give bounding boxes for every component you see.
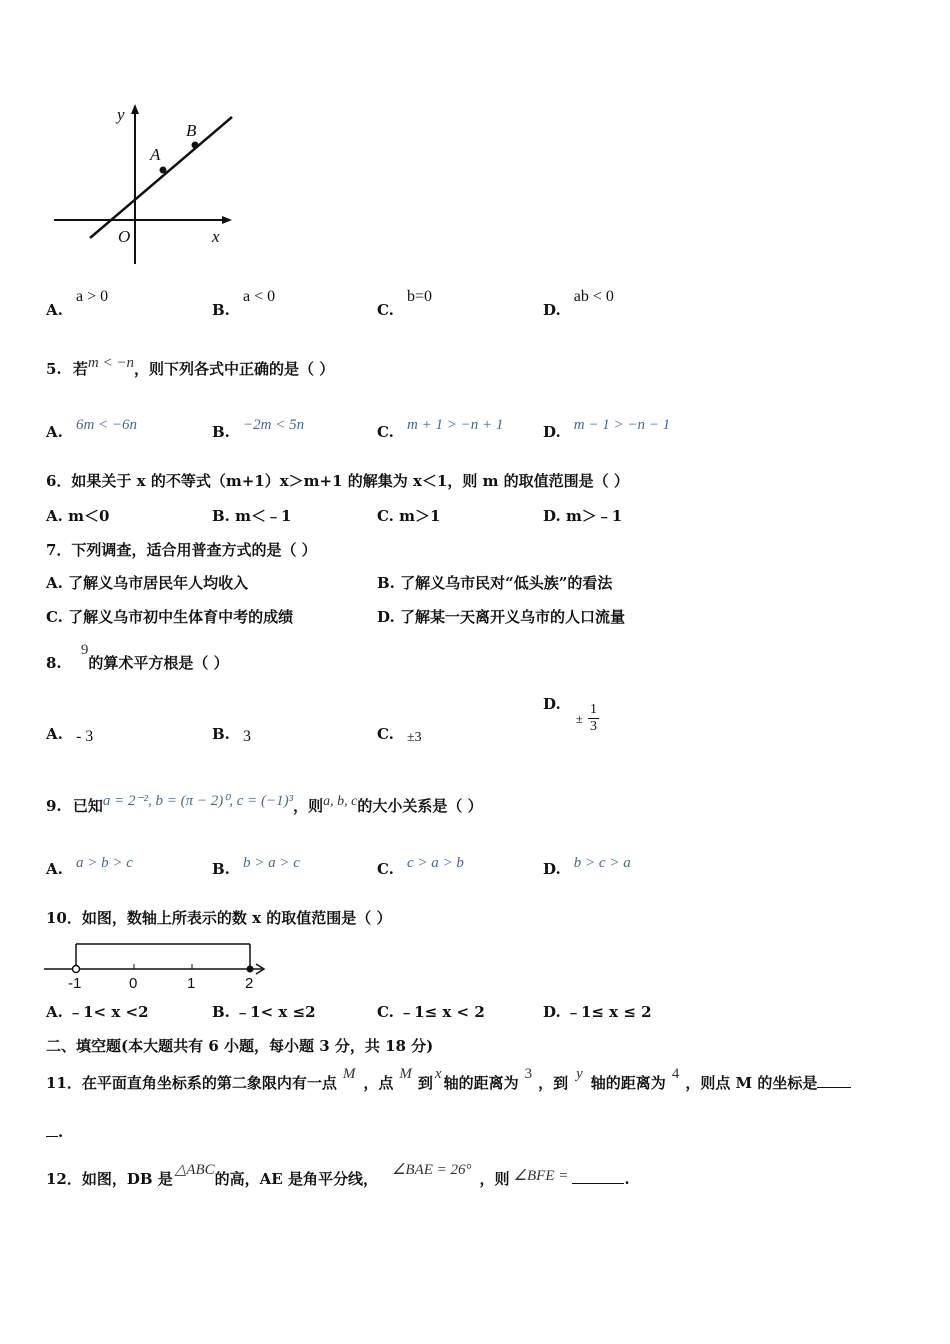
q8-option-a[interactable] [46,724,93,744]
q7-a-value: 了解义乌市居民年人均收入 [68,574,249,592]
q9-mid: ，则 [293,797,324,815]
q5-condition: m < −n [87,355,134,371]
q12-answer-blank[interactable] [572,1169,624,1184]
q7-c-value: 了解义乌市初中生体育中考的成绩 [68,608,294,626]
q9-d-letter: D. [543,860,561,878]
q9-option-b[interactable] [212,852,300,878]
a-label: A [150,145,161,164]
q11-m1: M [342,1066,356,1082]
q6-a-value: m＜0 [68,507,110,525]
q9-post: 的大小关系是（ ） [357,797,483,815]
section-2-title: 二、填空题(本大题共有 6 小题，每小题 3 分，共 18 分) [46,1037,434,1055]
q6-b-value: m＜﹣1 [235,507,292,525]
q8-c-value: ±3 [407,730,422,745]
q11-x: x [434,1066,442,1082]
q7-stem: 7．下列调查，适合用普查方式的是（ ） [46,541,317,559]
q6-d-letter: D. [543,507,561,525]
q6-option-b[interactable] [212,505,291,526]
q6-d-value: m＞﹣1 [565,507,623,525]
q4-b-value: a < 0 [243,288,276,305]
point-a [160,167,167,174]
q8-c-letter: C. [377,725,394,743]
q8-d-numerator: 1 [590,702,598,717]
q5-option-b[interactable] [212,414,305,441]
q11-p7: ，则点 M 的坐标是 [685,1074,818,1092]
q7-a-letter: A. [46,574,63,592]
q8-number: 8. [46,654,62,672]
q5-pre: 若 [72,360,88,378]
q12-angle2: ∠BFE = [513,1168,569,1184]
number-line-figure [42,938,272,992]
tick-label-neg1: -1 [68,975,82,992]
q5-c-letter: C. [377,423,394,441]
q8-d-fraction [576,702,599,735]
tick-label-0: 0 [129,975,138,992]
q6-stem: 6．如果关于 x 的不等式（m+1）x＞m+1 的解集为 x＜1，则 m 的取值范围是（ ） [46,472,629,490]
q5-d-letter: D. [543,423,561,441]
q4-b-letter: B. [212,301,230,319]
q4-option-a[interactable] [46,286,109,319]
q5-option-a[interactable] [46,414,138,441]
q10-a-letter: A. [46,1003,63,1021]
q8-d-letter: D. [543,695,561,713]
q5-b-value: −2m < 5n [243,417,305,433]
q7-b-letter: B. [377,574,395,592]
q7-b-value: 了解义乌市民对“低头族”的看法 [400,574,613,592]
q10-c-value: ﹣1≤ x < 2 [399,1003,485,1021]
q8-b-letter: B. [212,725,230,743]
q11-p6: 轴的距离为 [590,1074,666,1092]
q6-option-a[interactable] [46,505,109,526]
line-graph-figure [50,100,240,270]
q5-d-value: m − 1 > −n − 1 [573,417,671,433]
q4-d-letter: D. [543,301,561,319]
origin-label: O [118,227,131,246]
q11-d2: 4 [671,1066,680,1082]
q7-d-letter: D. [377,608,395,626]
q4-a-letter: A. [46,301,63,319]
q4-c-letter: C. [377,301,394,319]
q9-number: 9. [46,797,62,815]
q8-d-denominator: 3 [590,719,598,734]
q10-option-c[interactable] [377,1001,485,1022]
x-label: x [212,227,220,246]
q12-angle: ∠BAE = 26° [391,1162,472,1178]
q8-a-value: - 3 [75,728,94,745]
q4-option-c[interactable] [377,286,433,319]
q5-option-c[interactable] [377,414,504,441]
q10-d-value: ﹣1≤ x ≤ 2 [565,1003,652,1021]
q12-end: . [624,1170,630,1188]
q10-c-letter: C. [377,1003,394,1021]
q11-d1: 3 [524,1066,533,1082]
q12-p3: ，则 [479,1170,510,1188]
q6-a-letter: A. [46,507,63,525]
q5-b-letter: B. [212,423,230,441]
x-axis-arrow [222,216,232,224]
q7-option-a[interactable] [46,572,248,593]
q11-p4: 轴的距离为 [443,1074,519,1092]
q9-a-value: a > b > c [75,855,133,871]
b-label: B [186,121,197,140]
q5-a-letter: A. [46,423,63,441]
point-b [192,142,199,149]
q11-y: y [576,1066,583,1082]
q5-number: 5. [46,360,62,378]
q9-c-value: c > a > b [407,855,464,871]
q8-b-value: 3 [243,728,251,745]
q9-expr: a = 2⁻², b = (π − 2)⁰, c = (−1)³ [102,793,294,809]
q9-a-letter: A. [46,860,63,878]
q10-d-letter: D. [543,1003,561,1021]
q11-answer-blank-cont[interactable] [46,1122,58,1137]
q6-option-d[interactable] [543,505,622,526]
q10-option-d[interactable] [543,1001,652,1022]
q11-answer-blank[interactable] [817,1073,851,1088]
q8-option-d[interactable] [543,695,599,735]
q11-p2: ，点 [363,1074,394,1092]
q10-b-letter: B. [212,1003,230,1021]
q9-pre: 已知 [72,797,103,815]
q11-p1: 11．在平面直角坐标系的第二象限内有一点 [46,1074,337,1092]
q11-stem [46,1066,851,1093]
q6-option-c[interactable] [377,505,440,526]
q9-b-value: b > a > c [243,855,300,871]
open-circle-left [73,966,80,973]
q8-radicand: 9 [80,642,89,658]
q10-option-a[interactable] [46,1001,149,1022]
q11-continuation [46,1122,63,1141]
q12-p2: 的高，AE 是角平分线， [214,1170,378,1188]
q5-post: ，则下列各式中正确的是（ ） [134,360,335,378]
q10-stem: 10．如图，数轴上所表示的数 x 的取值范围是（ ） [46,909,392,927]
q12-stem [46,1162,630,1189]
q9-d-value: b > c > a [573,855,631,871]
q8-stem [46,642,229,673]
q9-stem [46,795,483,816]
q4-option-d[interactable] [543,286,614,319]
q11-p3: 到 [417,1074,433,1092]
q7-option-c[interactable] [46,606,293,627]
q11-m2: M [399,1066,412,1082]
q10-option-b[interactable] [212,1001,316,1022]
q9-vars: a, b, c [323,794,358,809]
q8-option-c[interactable] [377,724,422,744]
y-label: y [117,105,125,124]
closed-circle-right [247,966,254,973]
q4-d-value: ab < 0 [573,288,614,305]
q11-end: . [58,1123,64,1141]
q6-c-value: m＞1 [399,507,441,525]
q11-p5: ，到 [538,1074,569,1092]
q4-a-value: a > 0 [75,288,109,305]
tick-label-1: 1 [187,975,196,992]
q12-p1: 12．如图，DB 是 [46,1170,173,1188]
q6-c-letter: C. [377,507,394,525]
q10-b-value: ﹣1< x ≤2 [235,1003,316,1021]
q12-triangle: △ABC [174,1162,215,1178]
q6-b-letter: B. [212,507,230,525]
q5-a-value: 6m < −6n [75,417,138,433]
q7-option-d[interactable] [377,606,625,627]
q8-option-b[interactable] [212,724,251,744]
q4-c-value: b=0 [407,288,433,305]
q5-stem [46,355,335,379]
q5-c-value: m + 1 > −n + 1 [407,417,504,433]
q8-d-pm: ± [575,710,583,726]
q9-option-c[interactable] [377,852,464,878]
q4-option-b[interactable] [212,286,276,319]
q9-c-letter: C. [377,860,394,878]
q8-post: 的算术平方根是（ ） [88,654,229,672]
q8-a-letter: A. [46,725,63,743]
q10-a-value: ﹣1< x <2 [68,1003,149,1021]
q5-option-d[interactable] [543,414,671,441]
q7-c-letter: C. [46,608,63,626]
q9-b-letter: B. [212,860,230,878]
q9-option-d[interactable] [543,852,631,878]
y-axis-arrow [131,104,139,114]
q7-d-value: 了解某一天离开义乌市的人口流量 [399,608,625,626]
q7-option-b[interactable] [377,572,612,593]
q9-option-a[interactable] [46,852,133,878]
tick-label-2: 2 [245,975,254,992]
